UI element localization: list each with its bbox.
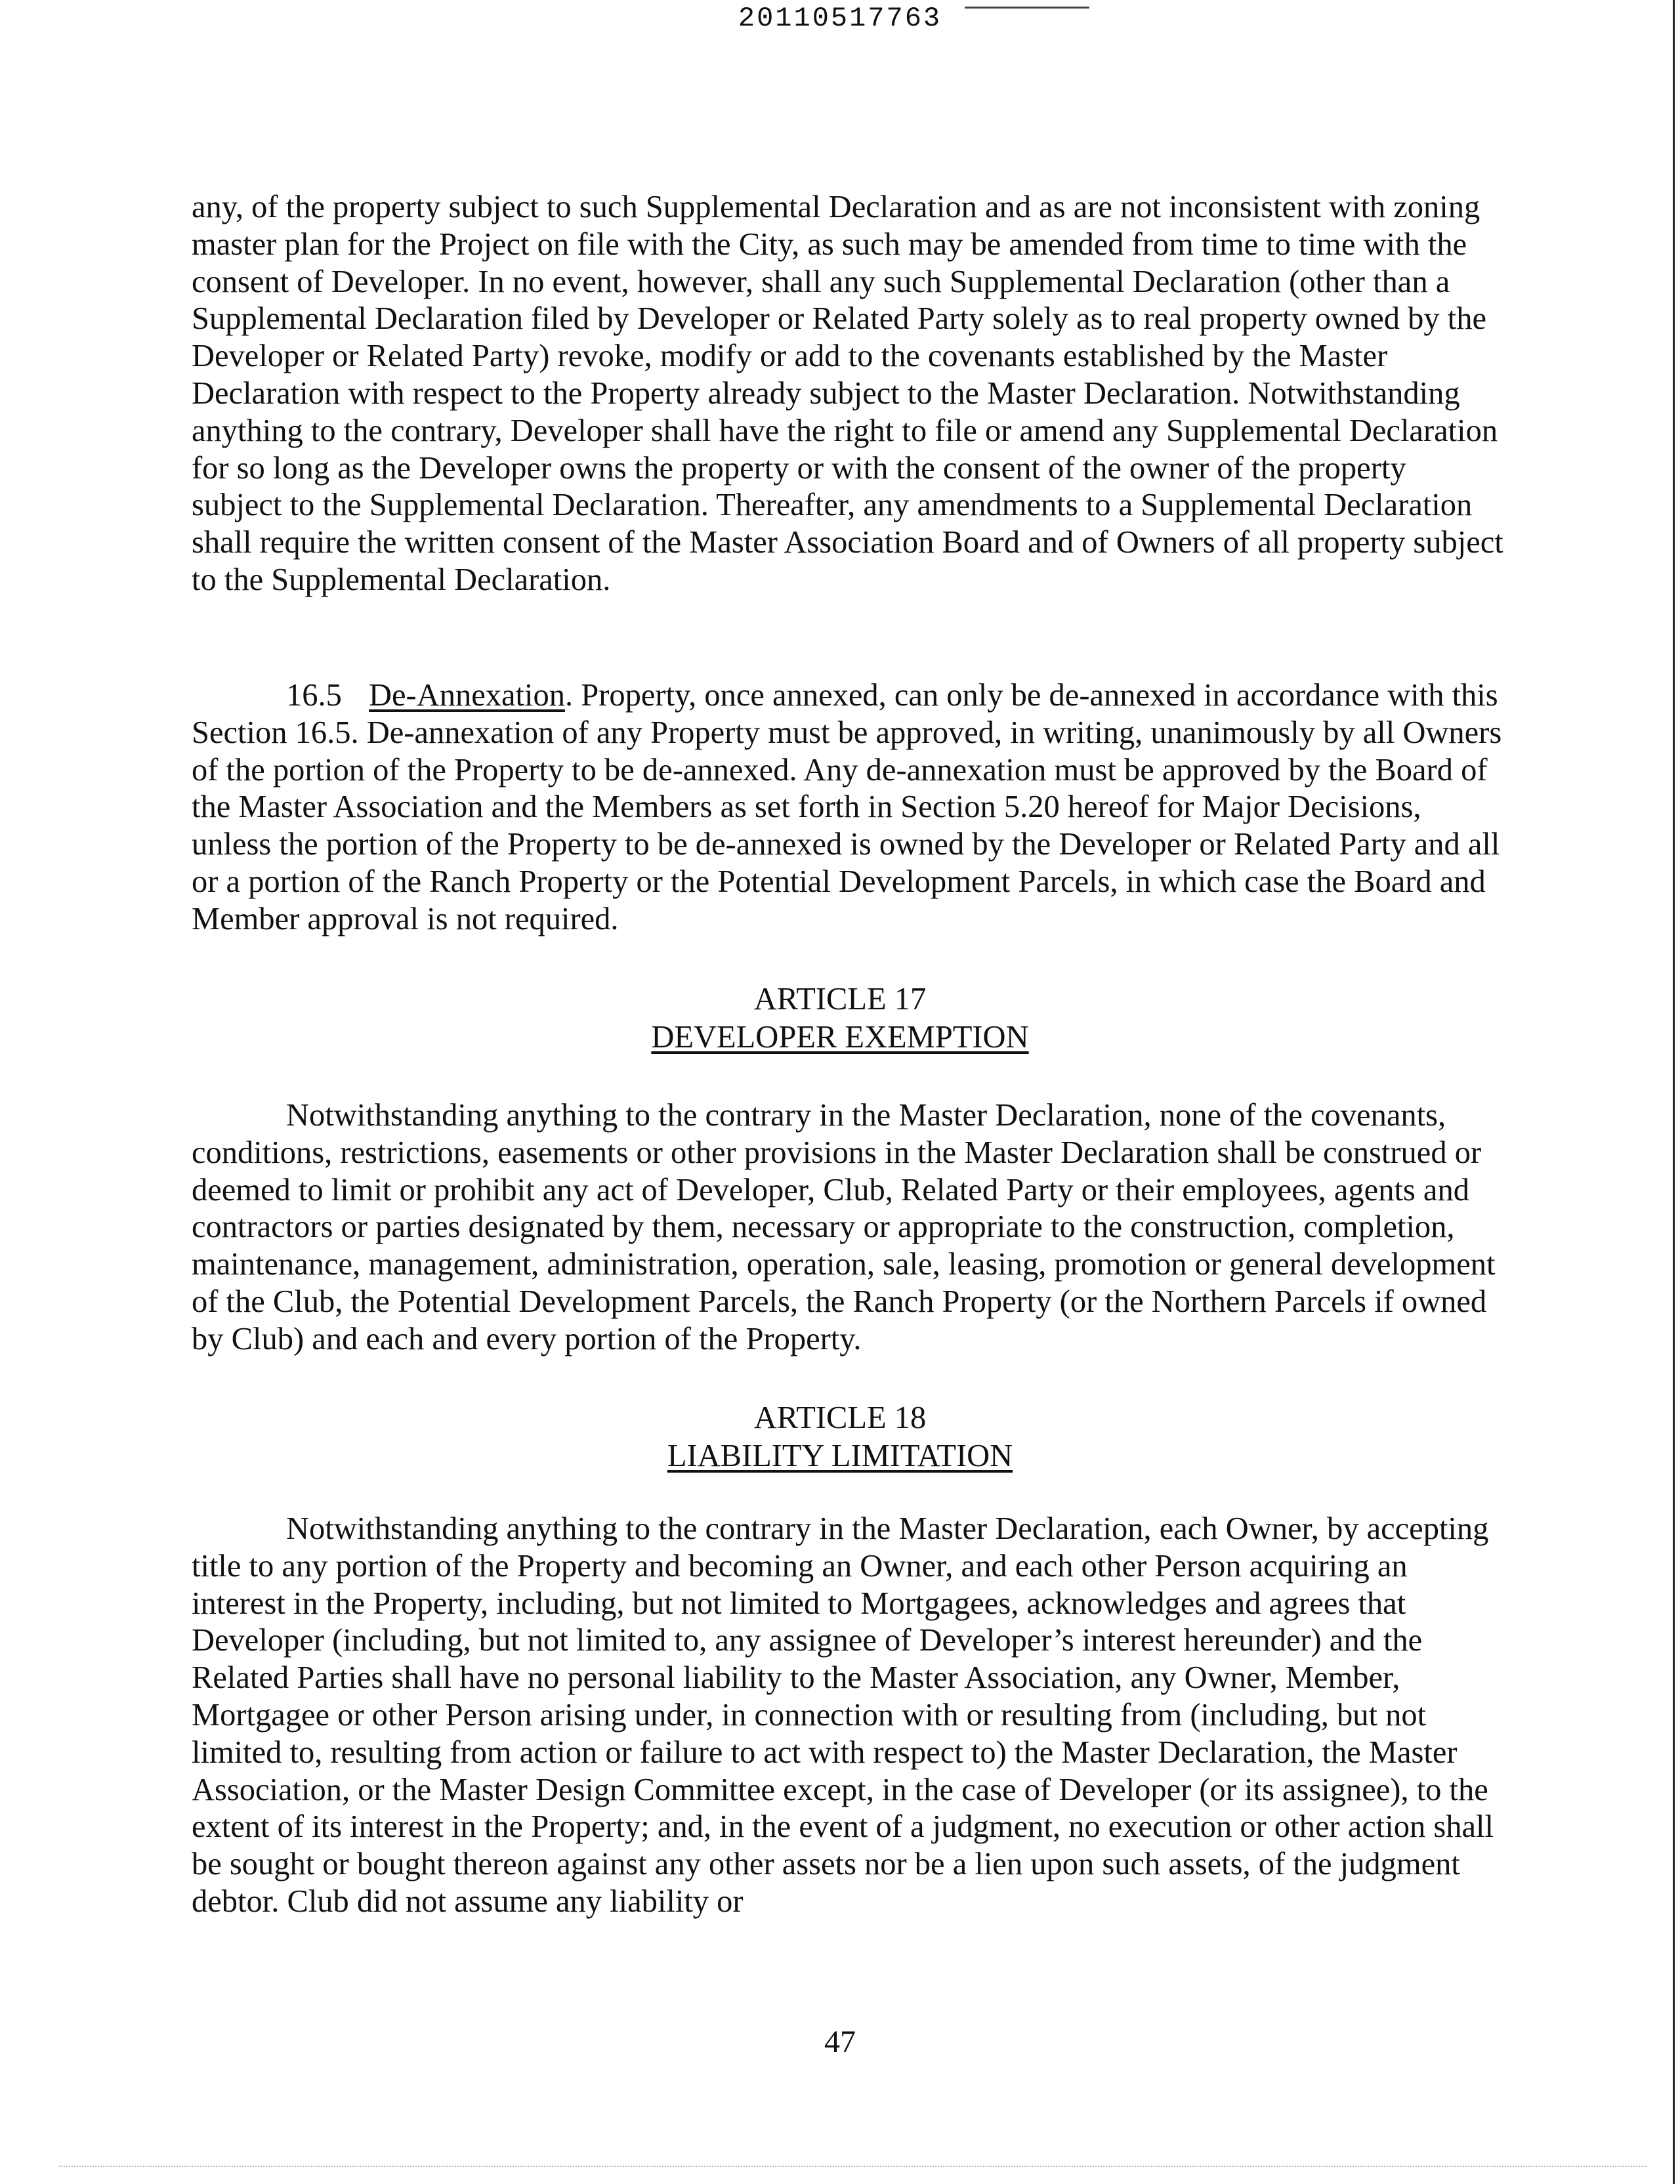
- document-number: 20110517763: [738, 3, 942, 34]
- section-title: De-Annexation: [369, 678, 565, 713]
- article-17-paragraph: Notwithstanding anything to the contrary in the Master Declaration, none of the covenants, conditions, restrictions, easements or other provisions in the Master Declaration shall be construed or deemed to limit or prohibit any act of Developer, Club, Related Party or their employees, agents and contractors or parties designated by them, necessary or appropriate to the construction, completion, maintenance, management, administration, operation, sale, leasing, promotion or general development of the Club, the Potential Development Parcels, the Ranch Property (or the Northern Parcels if owned by Club) and each and every portion of the Property.: [192, 1098, 1496, 1356]
- article-18-label: ARTICLE 18: [753, 1400, 927, 1435]
- continuation-paragraph: any, of the property subject to such Supplemental Declaration and as are not inconsistent with zoning master plan for the Project on file with the City, as such may be amended from time to time with the consent of Developer. In no event, however, shall any such Supplemental Declaration (other than a Supplemental Declaration filed by Developer or Related Party solely as to real property owned by the Developer or Related Party) revoke, modify or add to the covenants established by the Master Declaration with respect to the Property already subject to the Master Declaration. Notwithstanding anything to the contrary, Developer shall have the right to file or amend any Supplemental Declaration for so long as the Developer owns the property or with the consent of the owner of the property subject to the Supplemental Declaration. Thereafter, any amendments to a Supplemental Declaration shall require the written consent of the Master Association Board and of Owners of all property subject to the Supplemental Declaration.: [192, 190, 1503, 597]
- article-18-heading: [0, 1399, 1680, 1475]
- scan-right-edge: [1673, 0, 1675, 2184]
- section-text: . Property, once annexed, can only be de-annexed in accordance with this Section 16.5. De-annexation of any Property must be approved, in writing, unanimously by all Owners of the portion of the Property to be de-annexed. Any de-annexation must be approved by the Board of the Master Association and the Members as set forth in Section 5.20 hereof for Major Decisions, unless the portion of the Property to be de-annexed is owned by the Developer or Related Party and all or a portion of the Ranch Property or the Potential Development Parcels, in which case the Board and Member approval is not required.: [192, 678, 1502, 936]
- article-17-title: DEVELOPER EXEMPTION: [651, 1020, 1029, 1055]
- article-17-heading: [0, 980, 1680, 1057]
- section-number: 16.5: [286, 678, 342, 713]
- article-18-paragraph: Notwithstanding anything to the contrary in the Master Declaration, each Owner, by accepting title to any portion of the Property and becoming an Owner, and each other Person acquiring an interest in the Property, including, but not limited to Mortgagees, acknowledges and agrees that Developer (including, but not limited to, any assignee of Developer’s interest hereunder) and the Related Parties shall have no personal liability to the Master Association, any Owner, Member, Mortgagee or other Person arising under, in connection with or resulting from (including, but not limited to, resulting from action or failure to act with respect to) the Master Declaration, the Master Association, or the Master Design Committee except, in the case of Developer (or its assignee), to the extent of its interest in the Property; and, in the event of a judgment, no execution or other action shall be sought or bought thereon against any other assets nor be a lien upon such assets, of the judgment debtor. Club did not assume any liability or: [192, 1511, 1494, 1919]
- page-number: 47: [824, 2025, 856, 2059]
- section-16-5-paragraph: [192, 677, 1504, 938]
- article-17-label: ARTICLE 17: [753, 982, 927, 1017]
- article-18-title: LIABILITY LIMITATION: [667, 1438, 1013, 1473]
- scan-bottom-edge: [59, 2166, 1647, 2168]
